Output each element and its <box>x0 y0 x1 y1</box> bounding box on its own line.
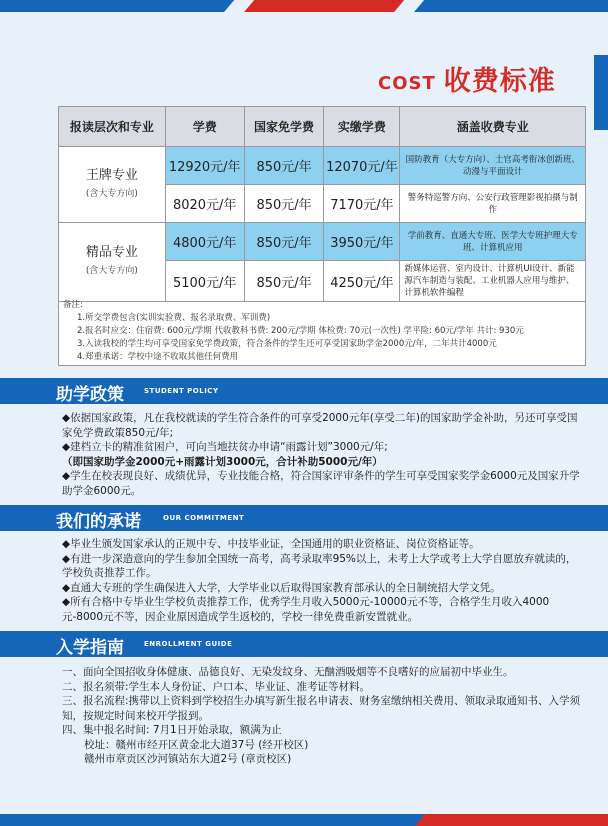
majors-cell: 新媒体运营、室内设计、计算机UI设计、新能源汽车制造与装配、工业机器人应用与维护、计算机软件编程 <box>400 261 586 302</box>
bottom-decor-stripe <box>0 814 608 826</box>
fee-table-box <box>58 106 586 366</box>
enrollment-text <box>62 665 582 767</box>
table-row <box>59 223 586 261</box>
header-cell: 学费 <box>165 107 244 147</box>
section-subtitle: ENROLLMENT GUIDE <box>144 640 233 648</box>
table-header-row <box>59 107 586 147</box>
header-cell: 涵盖收费专业 <box>400 107 586 147</box>
note-line: 1.所交学费包含(实训实验费、报名录取费、军训费) <box>77 313 271 323</box>
paid-cell: 3950元/年 <box>324 223 400 261</box>
section-title: 我们的承诺 <box>56 512 141 532</box>
category-name: 王牌专业 <box>85 167 138 183</box>
address-line: 赣州市章贡区沙河镇站东大道2号 (章贡校区) <box>84 753 292 765</box>
header-cell: 国家免学费 <box>244 107 324 147</box>
majors-cell: 国防教育（大专方向）、士官高考衔冰创新班、动漫与平面设计 <box>400 147 586 185</box>
page-title <box>378 58 556 98</box>
category-sub: (含大专方向) <box>85 188 138 199</box>
table-notes <box>63 299 583 364</box>
list-item: （即国家助学金2000元+雨露计划3000元，合计补助5000元/年） <box>62 455 383 468</box>
note-line: 备注: <box>63 300 83 310</box>
category-name: 精品专业 <box>85 245 138 260</box>
section-subtitle: STUDENT POLICY <box>144 387 219 395</box>
category-sub: (含大专方向) <box>85 266 138 276</box>
note-line: 4.郑重承诺：学校中途不收取其他任何费用 <box>77 352 239 362</box>
free-cell: 850元/年 <box>244 185 324 223</box>
fee-cell: 12920元/年 <box>165 147 244 185</box>
list-item: ◆毕业生颁发国家承认的正规中专、中技毕业证，全国通用的职业资格证、岗位资格证等。 <box>62 538 480 550</box>
list-item: 一、面向全国招收身体健康、品德良好、无染发纹身、无酗酒吸烟等不良嗜好的应届初中毕业生。 <box>62 666 514 678</box>
note-line: 2.报名时应交：住宿费: 600元/学期 代收教科书费: 200元/学期 体检费: 70元(一次性) 学平险: 60元/学年 共计: 930元 <box>77 326 524 336</box>
note-line: 3.入读我校的学生均可享受国家免学费政策，符合条件的学生还可享受国家助学金2000元/年，二年共计4000元 <box>77 339 497 349</box>
paid-cell: 7170元/年 <box>324 185 400 223</box>
list-item: ◆有进一步深造意向的学生参加全国统一高考，高考录取率95%以上，未考上大学或考上大学自愿放弃就读的，学校负责推荐工作。 <box>62 552 577 579</box>
fee-table <box>58 106 586 302</box>
category-cell <box>59 223 166 302</box>
fee-cell: 5100元/年 <box>165 261 244 302</box>
top-decor-stripe <box>0 0 608 12</box>
paid-cell: 4250元/年 <box>324 261 400 302</box>
section-bar-policy <box>0 378 608 404</box>
section-bar-enrollment <box>0 631 608 657</box>
category-cell <box>59 147 166 223</box>
majors-cell: 警务特巡警方向、公安行政管理影视拍摄与制作 <box>400 185 586 223</box>
free-cell: 850元/年 <box>244 261 324 302</box>
header-cell: 报读层次和专业 <box>59 107 166 147</box>
table-row <box>59 147 586 185</box>
list-item: 三、报名流程:携带以上资料到学校招生办填写新生报名申请表、财务室缴纳相关费用、领取录取通知书、入学须知，按规定时间来校开学报到。 <box>62 695 581 722</box>
section-subtitle: OUR COMMITMENT <box>163 514 245 522</box>
side-decor-block <box>594 55 608 130</box>
list-item: ◆学生在校表现良好、成绩优异，专业技能合格，符合国家评审条件的学生可享受国家奖学金6000元及国家升学助学金6000元。 <box>62 470 580 497</box>
list-item: ◆直通大专班的学生确保进入大学，大学毕业以后取得国家教育部承认的全日制统招大学文凭。 <box>62 581 501 594</box>
list-item: 二、报名须带:学生本人身份证、户口本、毕业证、准考证等材料。 <box>62 680 371 693</box>
section-bar-commitment <box>0 505 608 531</box>
list-item: ◆建档立卡的精准贫困户，可向当地扶贫办申请“雨露计划”3000元/年; <box>62 441 388 453</box>
majors-cell: 学前教育、直通大专班、医学大专班护理大专班、计算机应用 <box>400 223 586 261</box>
title-en: COST <box>378 73 436 94</box>
free-cell: 850元/年 <box>244 223 324 261</box>
policy-text <box>62 411 582 498</box>
free-cell: 850元/年 <box>244 147 324 185</box>
title-cn: 收费标准 <box>443 66 556 97</box>
header-cell: 实缴学费 <box>324 107 400 147</box>
list-item: ◆依据国家政策，凡在我校就读的学生符合条件的可享受2000元年(享受二年)的国家助学金补助，另还可享受国家免学费政策850元/年; <box>62 412 578 439</box>
section-title: 入学指南 <box>56 638 124 658</box>
fee-cell: 4800元/年 <box>165 223 244 261</box>
fee-cell: 8020元/年 <box>165 185 244 223</box>
commitment-text <box>62 537 582 624</box>
paid-cell: 12070元/年 <box>324 147 400 185</box>
address-line: 校址：赣州市经开区黄金北大道37号 (经开校区) <box>84 738 309 751</box>
list-item: 四、集中报名时间: 7月1日开始录取，额满为止 <box>62 724 282 736</box>
section-title: 助学政策 <box>56 385 124 405</box>
list-item: ◆所有合格中专毕业生学校负责推荐工作，优秀学生月收入5000元-10000元不等，合格学生月收入4000元-8000元不等，因企业原因造成学生返校的，学校一律免费重新安置就业。 <box>62 596 550 623</box>
